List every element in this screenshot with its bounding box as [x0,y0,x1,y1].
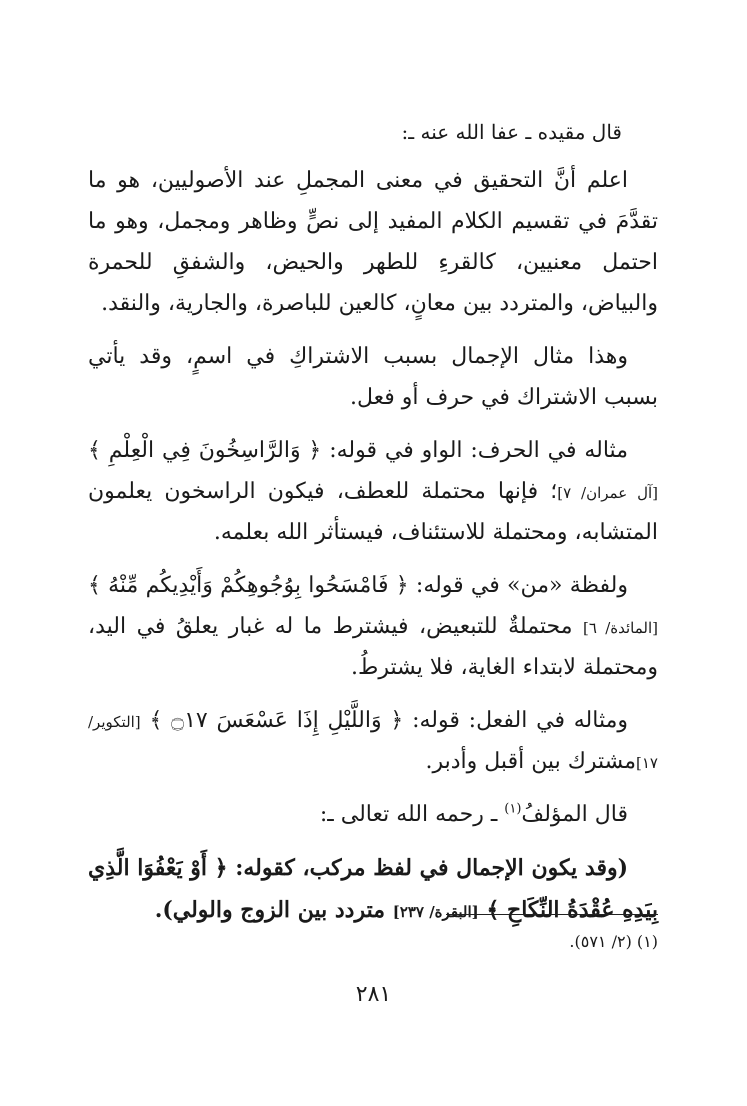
author-intro-before: قال المؤلفُ [521,802,628,827]
matn-text [88,847,658,931]
example-explanation: محتملةٌ للتبعيض، فيشترط ما له غبار يعلقُ في اليد، ومحتملة لابتداء الغاية، فلا يشترطُ. [88,614,658,680]
verse-reference: [آل عمران/ ٧] [557,484,659,502]
footnote-divider [446,914,658,915]
example-lead: ولفظة «من» في قوله: [415,573,629,598]
page-number: ٢٨١ [355,982,392,1007]
example-lead: ومثاله في الفعل: قوله: [412,708,629,733]
example-lead: مثاله في الحرف: الواو في قوله: [329,438,628,463]
footnote-marker: (١) [504,801,522,817]
paragraph-example-min [88,565,658,688]
verse-reference: [التكوير/ ١٧] [88,713,658,772]
example-explanation: مشترك بين أقبل وأدبر. [425,749,637,774]
example-explanation: ؛ فإنها محتملة للعطف، فيكون الراسخون يعلمون المتشابه، ومحتملة للاستئناف، فيستأثر الله بعلمه. [88,479,658,545]
paragraph-definition: اعلم أنَّ التحقيق في معنى المجملِ عند الأصوليين، هو ما تقدَّمَ في تقسيم الكلام المفيد إلى نصٍّ وظاهر ومجمل، وهو ما احتمل معنيين، كالقرءِ للطهر والحيض، والشفقِ للحمرة والبياض، والمتردد بين معانٍ، كالعين للباصرة، والجارية، والنقد. [88,168,658,316]
quran-verse: ﴿ وَاللَّيْلِ إِذَا عَسْعَسَ ۝١٧ ﴾ [149,708,404,733]
author-intro-after: ـ رحمه الله تعالى ـ: [319,802,505,827]
quran-verse: ﴿ فَامْسَحُوا بِوُجُوهِكُمْ وَأَيْدِيكُم مِّنْهُ ﴾ [88,573,409,598]
author-intro [88,794,658,835]
matn-rest: متردد بين الزوج والولي). [154,897,386,923]
page-body [88,112,658,941]
matn-lead: (وقد يكون الإجمال في لفظ مركب، كقوله: [235,855,628,881]
paragraph-example-fil [88,700,658,782]
quran-verse: ﴿ وَالرَّاسِخُونَ فِي الْعِلْمِ ﴾ [88,438,322,463]
quran-verse: ﴿ أَوْ يَعْفُوَا الَّذِي بِيَدِهِ عُقْدَةُ النِّكَاحِ ﴾ [88,855,658,923]
paragraph-example-harf [88,430,658,553]
verse-reference: [البقرة/ ٢٣٧] [392,903,479,921]
footnote: (١) (٢/ ٥٧١). [569,932,658,951]
verse-reference: [المائدة/ ٦] [583,619,658,637]
commentator-heading: قال مقيده ـ عفا الله عنه ـ: [401,120,622,144]
paragraph-ishtirak: وهذا مثال الإجمال بسبب الاشتراكِ في اسمٍ، وقد يأتي بسبب الاشتراك في حرف أو فعل. [88,344,658,410]
